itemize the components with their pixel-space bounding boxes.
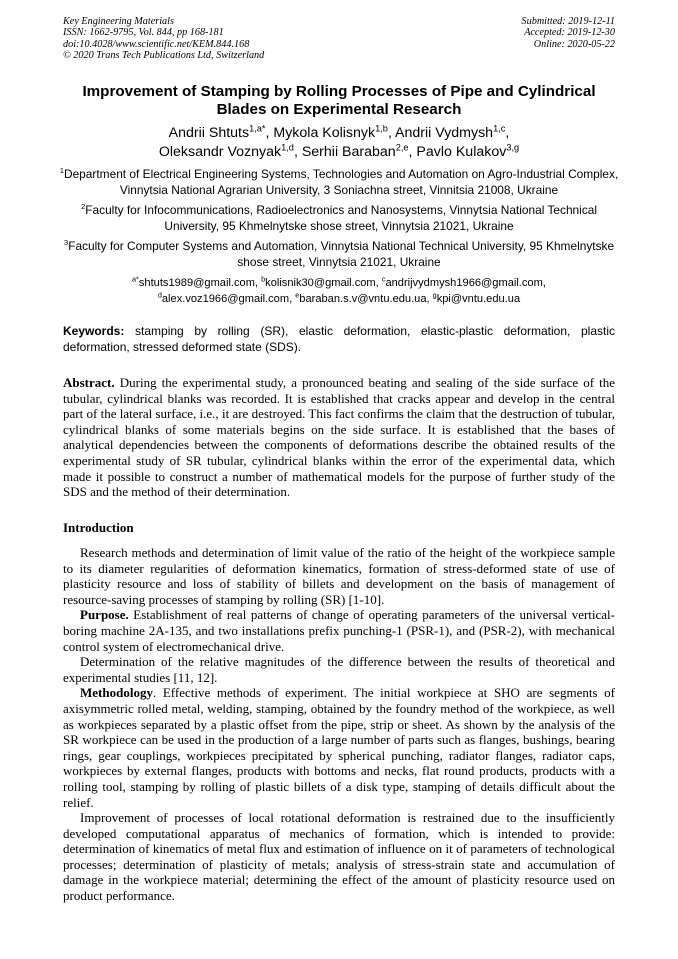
author: Andrii Shtuts$^{1,a*}$, xyxy=(168,123,274,141)
paragraph: Purpose. Establishment of real patterns of change of operating parameters of the universal vertical-boring machine 2A-135, and two installations prefix punching-1 (PSR-1), and (PSR-2), with mechanical control system of electromechanical drive. xyxy=(63,607,615,654)
affiliation: $^2$Faculty for Infocommunications, Radioelectronics and Nanosystems, Vinnytsia National Technical University, 95 Khmelnytske shose street, Vinnytsia 21021, Ukraine xyxy=(80,202,598,233)
paragraph: Methodology. Effective methods of experiment. The initial workpiece at SHO are segments of axisymmetric rolled metal, welding, stamping, obtained by the foundry method of the workpiece, as well as workpieces separated by a plastic offset from the pipe, strip or sheet. As shown by the analysis of the SR workpiece can be used in the production of a large number of parts such as flanges, bushings, bearing rings, gear couplings, workpieces precipitated by spherical punching, radiator flanges, radiator caps, workpieces by external flanges, products with bottoms and necks, flat round products, products with a rolling tool, stamping by rolling of plastic billets of a disk type, stamping of details difficult about the relief. xyxy=(63,685,615,810)
email-link[interactable]: $^g$kpi@vntu.edu.ua xyxy=(432,289,521,305)
author: Pavlo Kulakov$^{3,g}$ xyxy=(416,142,520,160)
email-link[interactable]: $^d$alex.voz1966@gmail.com xyxy=(157,289,290,305)
online-date: Online: 2020-05-22 xyxy=(533,38,615,50)
abstract-label: Abstract. xyxy=(63,375,115,390)
keywords-label: Keywords: xyxy=(63,324,125,338)
accepted-date: Accepted: 2019-12-30 xyxy=(524,27,615,39)
abstract-text: During the experimental study, a pronounced beating and sealing of the side surface of the tubular, cylindrical blanks was recorded. It is established that cracks appear and develop in the central part of the lateral surface, i.e., it are destroyed. This fact confirms the claim that the destruction of tubular, cylindrical blanks of some materials begins on the side surface. It is established that the bases of analytical dependencies between the components of deformations describe the obtained results of the experimental study of SR tubular, cylindrical blanks within the error of the experimental data, which made it possible to construct a number of mathematical models for the purpose of further study of the SDS and the method of their determination. xyxy=(63,375,616,500)
email-link[interactable]: $^c$andrijvydmysh1966@gmail.com xyxy=(381,274,543,289)
email-link[interactable]: $^e$baraban.s.v@vntu.edu.ua xyxy=(295,289,427,305)
author: Serhii Baraban$^{2,e}$, xyxy=(301,142,417,160)
journal-name: Key Engineering Materials xyxy=(63,16,174,27)
paragraph: Research methods and determination of limit value of the ratio of the height of the workpiece sample to its diameter regularities of deformation kinematics, formation of stress-deformed state of use of plasticity resource and loss of stability of billets and development on the basis of management of resource-saving processes of stamping by rolling (SR) [1-10]. xyxy=(63,545,615,607)
author: Mykola Kolisnyk$^{1,b}$, xyxy=(273,123,396,141)
paper-title: Improvement of Stamping by Rolling Processes of Pipe and Cylindrical Blades on Experimental Research xyxy=(82,83,596,118)
paragraph: Determination of the relative magnitudes of the difference between the results of theoretical and experimental studies [11, 12]. xyxy=(63,654,615,685)
email-link[interactable]: $^{a*}$shtuts1989@gmail.com xyxy=(132,274,255,289)
email-list: $^{a*}$shtuts1989@gmail.com, $^b$kolisnik30@gmail.com, $^c$andrijvydmysh1966@gmail.com, $^d$alex.voz1966@gmail.com, $^e$baraban.s.v@vntu.edu.ua, $^g$kpi@vntu.edu.ua xyxy=(132,274,546,305)
journal-info xyxy=(63,16,264,62)
section-heading-introduction: Introduction xyxy=(63,520,134,535)
keywords-section xyxy=(63,324,615,355)
author-list xyxy=(63,124,615,162)
affiliation: $^3$Faculty for Computer Systems and Automation, Vinnytsia National Technical University, 95 Khmelnytske shose street, Vinnytsia 21021, Ukraine xyxy=(63,238,615,269)
submitted-date: Submitted: 2019-12-11 xyxy=(521,16,615,27)
author: Andrii Vydmysh$^{1,c}$, xyxy=(395,123,510,141)
keywords-text: stamping by rolling (SR), elastic deformation, elastic-plastic deformation, plastic deformation, stressed deformed state (SDS). xyxy=(63,324,615,354)
introduction-body xyxy=(63,545,615,904)
purpose-label: Purpose. xyxy=(80,607,129,623)
abstract-section xyxy=(63,375,615,500)
affiliation: $^1$Department of Electrical Engineering Systems, Technologies and Automation on Agro-Industrial Complex, Vinnytsia National Agrarian University, 3 Soniachna street, Vinnitsia 21008, Ukraine xyxy=(59,166,619,197)
paragraph: Improvement of processes of local rotational deformation is restrained due to the insufficiently developed computational apparatus of mechanics of formation, which is intended to provide: determination of kinematics of metal flux and estimation of influence on it of parameters of technological processes; determination of plasticity of metals; analysis of stress-strain state and accumulation of damage in the workpiece material; determining the effect of the amount of plasticity resource used on product performance. xyxy=(63,810,615,904)
journal-copyright: © 2020 Trans Tech Publications Ltd, Switzerland xyxy=(63,50,265,62)
dates-info xyxy=(522,16,615,50)
author: Oleksandr Voznyak$^{1,d}$, xyxy=(158,142,302,160)
methodology-label: Methodology xyxy=(80,685,153,701)
journal-doi: doi:10.4028/www.scientific.net/KEM.844.168 xyxy=(63,38,250,50)
email-link[interactable]: $^b$kolisnik30@gmail.com xyxy=(261,274,376,289)
journal-issn: ISSN: 1662-9795, Vol. 844, pp 168-181 xyxy=(63,27,224,39)
